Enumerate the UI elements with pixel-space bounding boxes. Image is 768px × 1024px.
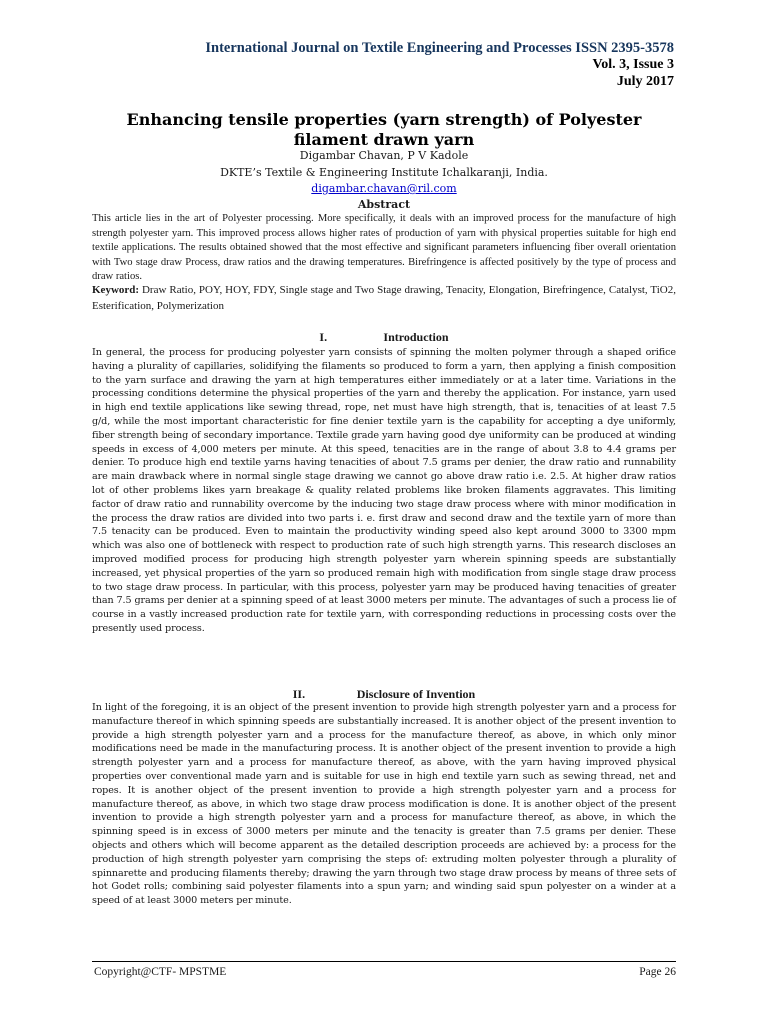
abstract-text: This article lies in the art of Polyester processing. More specifically, it deals with an improved process for the manufacture of high strength polyester yarn. This improved process allows higher rates of production of yarn with physical properties suitable for high end textile applications. The results obtained showed that the most effective and significant parameters influencing fiber overall orientation with Two stage draw Process, draw ratios and the drawing temperatures. Birefringence is affected positively by the type of process and draw ratios. bbox=[92, 213, 676, 283]
paper-title: Enhancing tensile properties (yarn strength) of Polyester filament drawn yarn bbox=[126, 110, 642, 149]
paper-authors: Digambar Chavan, P V Kadole bbox=[299, 149, 469, 162]
footer-divider bbox=[92, 961, 676, 962]
footer-copyright: Copyright@CTF- MPSTME bbox=[94, 966, 227, 978]
keywords bbox=[92, 282, 676, 314]
section-number: II. bbox=[292, 687, 306, 701]
section-heading-introduction bbox=[0, 330, 768, 345]
introduction-text: In general, the process for producing polyester yarn consists of spinning the molten polymer through a shaped orifice having a plurality of capillaries, solidifying the filaments so produced to form a yarn, then applying a finish composition to the yarn surface and drawing the yarn at high temperatures either immediately or at a later time. Variations in the processing conditions determine the physical properties of the yarn and thereby the application. For instance, yarn used in high end textile applications like sewing thread, rope, net must have high strength, that is, tenacities of at least 7.5 g/d, while the most important characteristic for fine denier textile yarn is the capability for accepting a dye uniformly, fiber strength being of secondary importance. Textile grade yarn having good dye uniformity can be produced at winding speeds in excess of 4,000 meters per minute. At this speed, tenacities are in the range of about 3.8 to 4.4 grams per denier. To produce high end textile yarns having tenacities of about 7.5 grams per denier, the draw ratio and runnability are main drawback where in normal single stage drawing we cannot go above draw ratio i.e. 2.5. At higher draw ratios lot of other problems likes yarn breakage & quality related problems like broken filaments aggravates. This limiting factor of draw ratio and runnability overcome by the inducing two stage draw process where with minor modification in the process the draw ratios are divided into two parts i. e. first draw and second draw and the textile yarn of more than 7.5 tenacity can be produced. Even to maintain the productivity winding speed also kept around 3000 to 3300 mpm which was also one of bottleneck with respect to production rate of such high strength yarns. This research discloses an improved modified process for producing high strength polyester yarn wherein spinning speeds are substantially increased, yet physical properties of the yarn so produced remain high with modification from single stage draw process to two stage draw process. In particular, with this process, polyester yarn may be produced having tenacities of greater than 7.5 grams per denier at a spinning speed of at least 3000 meters per minute. The advantages of such a process lie of course in a vastly increased production rate for textile yarn, with corresponding reductions in processing costs over the presently used process. bbox=[92, 347, 676, 634]
section-title: Introduction bbox=[383, 330, 449, 344]
abstract-heading: Abstract bbox=[357, 198, 411, 211]
page-number: Page 26 bbox=[639, 966, 676, 978]
section-title: Disclosure of Invention bbox=[356, 687, 476, 701]
keywords-label: Keyword: bbox=[92, 284, 140, 296]
paper-affiliation: DKTE’s Textile & Engineering Institute Ichalkaranji, India. bbox=[220, 166, 548, 179]
author-email-link[interactable]: digambar.chavan@ril.com bbox=[311, 182, 457, 195]
section-number: I. bbox=[319, 330, 328, 344]
journal-date: July 2017 bbox=[616, 74, 674, 89]
disclosure-text: In light of the foregoing, it is an object of the present invention to provide high strength polyester yarn and a process for manufacture thereof in which spinning speeds are substantially increased. It is another object of the present invention to provide a high strength polyester yarn and a process for the manufacture thereof, as above, in which only minor modifications need be made in the manufacturing process. It is another object of the present invention to provide a high strength polyester yarn and a process for manufacture thereof, as above, with the yarn having improved physical properties over conventional made yarn and is suitable for use in high end textile yarn such as sewing thread, net and ropes. It is another object of the present invention to provide a high strength polyester yarn and a process for manufacture thereof, as above, in which two stage draw process modification is done. It is another object of the present invention to provide a high strength polyester yarn and a process for manufacture thereof, as above, in which the spinning speed is in excess of 3000 meters per minute and the tenacity is greater than 7.5 grams per denier. These objects and others which will become apparent as the detailed description proceeds are achieved by: a process for the production of high strength polyester yarn comprising the steps of: extruding molten polyester through a plurality of spinnarette and producing filaments thereby; drawing the yarn through two stage draw process by means of three sets of hot Godet rolls; combining said polyester filaments into a spun yarn; and winding said spun polyester on a winder at a speed of at least 3000 meters per minute. bbox=[92, 702, 676, 907]
section-heading-disclosure bbox=[0, 687, 768, 702]
journal-volume: Vol. 3, Issue 3 bbox=[592, 57, 674, 72]
keywords-list: Draw Ratio, POY, HOY, FDY, Single stage and Two Stage drawing, Tenacity, Elongation, Birefringence, Catalyst, TiO2, Esterification, Polymerization bbox=[92, 284, 676, 312]
journal-name: International Journal on Textile Engineering and Processes ISSN 2395-3578 bbox=[205, 40, 674, 56]
